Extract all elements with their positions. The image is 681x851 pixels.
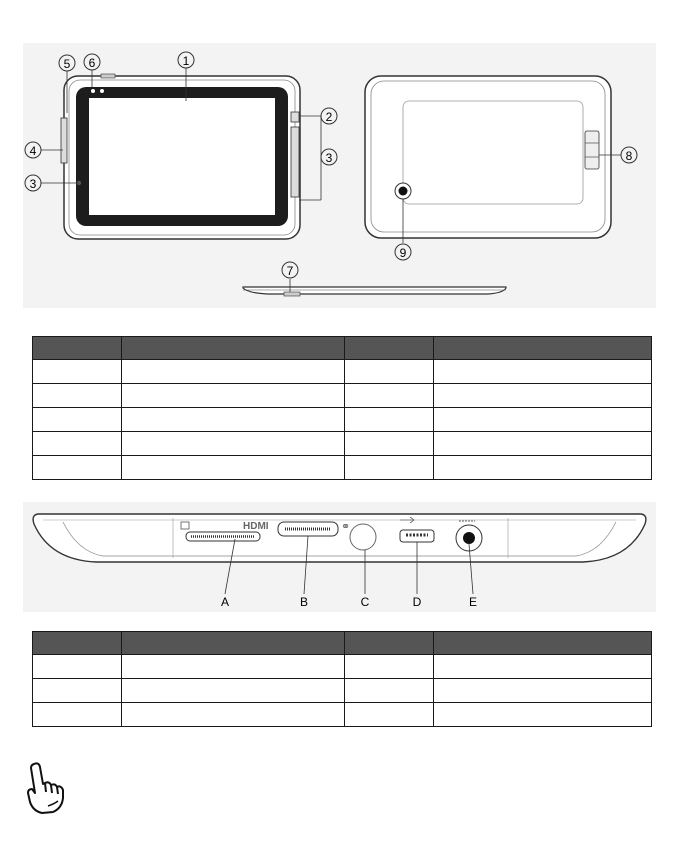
callout-3-right <box>321 149 337 165</box>
table-header-cell <box>345 337 434 360</box>
table-row <box>33 432 652 456</box>
table-cell <box>345 360 434 384</box>
table-header-cell <box>434 337 652 360</box>
table-cell <box>122 432 345 456</box>
tablet-back-view <box>365 76 611 238</box>
table-header-row <box>33 337 652 360</box>
callout-1 <box>178 52 194 68</box>
callout-b: B <box>299 595 309 609</box>
table-cell <box>122 456 345 480</box>
table-header-cell <box>33 632 122 655</box>
svg-text:1: 1 <box>182 54 190 68</box>
callout-8 <box>621 147 637 163</box>
table-cell <box>122 703 345 727</box>
table-header-row <box>33 632 652 655</box>
svg-text:6: 6 <box>88 56 96 70</box>
table-cell <box>345 408 434 432</box>
callout-a: A <box>220 595 230 609</box>
table-cell <box>33 384 122 408</box>
parts-table-top <box>32 336 652 480</box>
svg-text:9: 9 <box>399 246 407 260</box>
device-diagram-ports <box>23 502 656 612</box>
table-row <box>33 703 652 727</box>
callout-2 <box>321 108 337 124</box>
table-cell <box>122 655 345 679</box>
device-diagram-top <box>23 43 656 308</box>
table-cell <box>434 679 652 703</box>
svg-text:3: 3 <box>325 151 333 165</box>
table-row <box>33 456 652 480</box>
callout-3-left <box>25 175 41 191</box>
svg-text:2: 2 <box>325 110 333 124</box>
callout-d: D <box>412 595 422 609</box>
table-cell <box>33 360 122 384</box>
table-cell <box>33 456 122 480</box>
table-header-cell <box>33 337 122 360</box>
table-row <box>33 655 652 679</box>
table-cell <box>434 655 652 679</box>
table-row <box>33 679 652 703</box>
table-cell <box>33 655 122 679</box>
svg-text:7: 7 <box>286 264 294 278</box>
table-cell <box>33 408 122 432</box>
table-cell <box>345 703 434 727</box>
svg-text:3: 3 <box>29 177 37 191</box>
table-cell <box>345 655 434 679</box>
table-cell <box>434 432 652 456</box>
table-cell <box>434 360 652 384</box>
table-cell <box>345 384 434 408</box>
table-cell <box>434 408 652 432</box>
table-cell <box>434 703 652 727</box>
table-cell <box>345 456 434 480</box>
table-header-cell <box>122 337 345 360</box>
table-header-cell <box>434 632 652 655</box>
callout-e: E <box>468 595 478 609</box>
table-cell <box>434 456 652 480</box>
table-cell <box>33 679 122 703</box>
svg-text:HDMI: HDMI <box>243 521 269 532</box>
callout-6 <box>84 54 100 70</box>
callout-5 <box>59 55 75 71</box>
table-header-cell <box>345 632 434 655</box>
table-cell <box>122 679 345 703</box>
table-cell <box>345 679 434 703</box>
table-row <box>33 360 652 384</box>
pointing-hand-icon <box>18 760 74 816</box>
svg-text:5: 5 <box>63 57 71 71</box>
table-cell <box>122 384 345 408</box>
callout-9 <box>395 244 411 260</box>
table-cell <box>122 360 345 384</box>
tablet-port-edge-view <box>33 514 646 562</box>
table-row <box>33 408 652 432</box>
callout-7 <box>282 262 298 278</box>
table-cell <box>345 432 434 456</box>
svg-text:8: 8 <box>625 149 633 163</box>
callout-c: C <box>360 595 370 609</box>
svg-text:4: 4 <box>29 144 37 158</box>
table-cell <box>122 408 345 432</box>
table-cell <box>434 384 652 408</box>
tablet-front-view <box>61 74 300 239</box>
table-cell <box>33 703 122 727</box>
table-row <box>33 384 652 408</box>
ports-table <box>32 631 652 727</box>
table-header-cell <box>122 632 345 655</box>
svg-text:⚭: ⚭ <box>341 521 351 533</box>
callout-4 <box>25 142 41 158</box>
table-cell <box>33 432 122 456</box>
